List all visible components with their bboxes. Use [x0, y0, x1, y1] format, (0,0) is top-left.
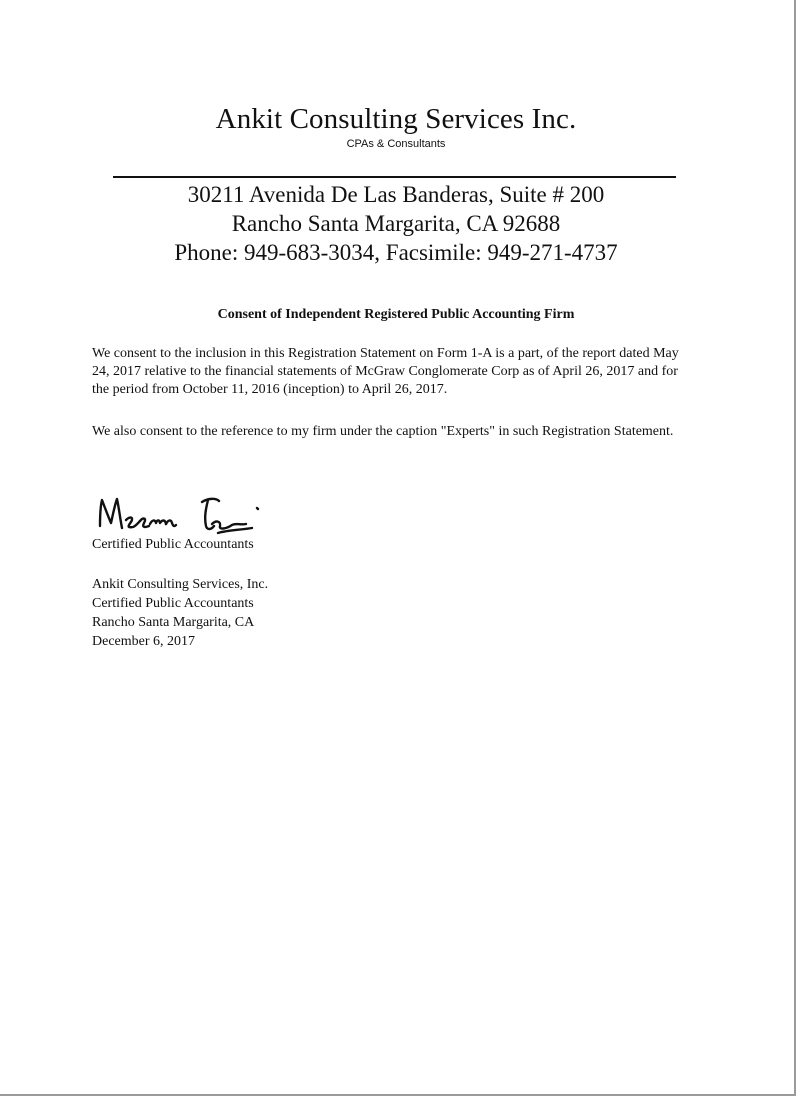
document-heading: Consent of Independent Registered Public Accounting Firm [217, 307, 575, 322]
handwritten-signature [94, 490, 274, 540]
contact-line: Phone: 949-683-3034, Facsimile: 949-271-4737 [174, 240, 618, 265]
closing-firm: Ankit Consulting Services, Inc. [92, 577, 269, 592]
address-line-2: Rancho Santa Margarita, CA 92688 [231, 211, 561, 236]
closing-title: Certified Public Accountants [92, 596, 254, 611]
letterhead-divider [113, 176, 676, 178]
company-name: Ankit Consulting Services Inc. [215, 103, 577, 135]
closing-block [92, 575, 268, 651]
closing-date: December 6, 2017 [92, 634, 196, 649]
signature-label: Certified Public Accountants [92, 537, 254, 552]
closing-location: Rancho Santa Margarita, CA [92, 615, 255, 630]
address-line-1: 30211 Avenida De Las Banderas, Suite # 200 [187, 182, 605, 207]
consent-paragraph: We consent to the inclusion in this Registration Statement on Form 1-A is a part, of the report dated May 24, 2017 relative to the financial statements of McGraw Conglomerate Corp as of April 26, 2017 and for the period from October 11, 2016 (inception) to April 26, 2017. [92, 346, 679, 397]
company-tagline: CPAs & Consultants [346, 138, 446, 150]
reference-paragraph: We also consent to the reference to my firm under the caption "Experts" in such Registration Statement. [92, 424, 674, 439]
